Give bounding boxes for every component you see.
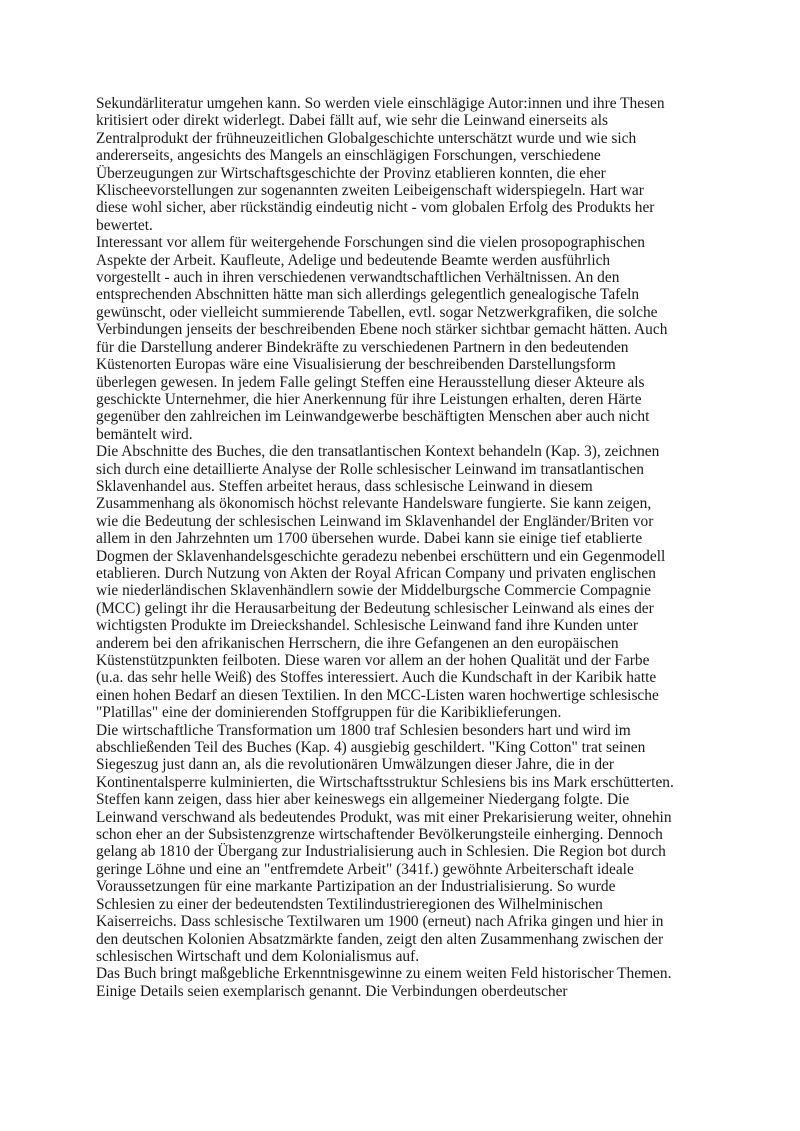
- text-line: Schlesien zu einer der bedeutendsten Textilindustrieregionen des Wilhelminischen: [96, 895, 603, 913]
- text-line: sich durch eine detaillierte Analyse der Rolle schlesischer Leinwand im transatlantischen: [96, 460, 644, 478]
- paragraph-secondary-literature: [96, 95, 708, 234]
- text-line: kritisiert oder direkt widerlegt. Dabei fällt auf, wie sehr die Leinwand einerseits als: [96, 112, 608, 130]
- text-line: geschickte Unternehmer, die hier Anerkennung für ihre Leistungen erhalten, deren Härte: [96, 390, 642, 408]
- text-line: Das Buch bringt maßgebliche Erkenntnisgewinne zu einem weiten Feld historischer Themen.: [96, 965, 672, 983]
- text-line: Küstenorten Europas wäre eine Visualisierung der beschreibenden Darstellungsform: [96, 356, 616, 374]
- text-line: einen hohen Bedarf an diesen Textilien. In den MCC-Listen waren hochwertige schlesische: [96, 686, 659, 704]
- text-line: Interessant vor allem für weitergehende Forschungen sind die vielen prosopographischen: [96, 234, 645, 252]
- text-line: gegenüber den zahlreichen im Leinwandgewerbe beschäftigten Menschen aber auch nicht: [96, 408, 650, 426]
- text-line: wie niederländischen Sklavenhändlern sowie der Middelburgsche Commercie Compagnie: [96, 582, 651, 600]
- text-line: Steffen kann zeigen, dass hier aber keineswegs ein allgemeiner Niedergang folgte. Die: [96, 791, 630, 809]
- text-line: Klischeevorstellungen zur sogenannten zweiten Leibeigenschaft widerspiegeln. Hart war: [96, 182, 644, 200]
- text-line: entsprechenden Abschnitten hätte man sich allerdings gelegentlich genealogische Tafeln: [96, 286, 640, 304]
- text-line: bewertet.: [96, 216, 153, 234]
- text-line: vorgestellt - auch in ihren verschiedenen verwandtschaftlichen Verhältnissen. An den: [96, 269, 620, 287]
- text-line: andererseits, angesichts des Mangels an einschlägigen Forschungen, verschiedene: [96, 147, 601, 165]
- text-line: wie die Bedeutung der schlesischen Leinwand im Sklavenhandel der Engländer/Briten vor: [96, 512, 654, 530]
- text-line: (MCC) gelingt ihr die Herausarbeitung der Bedeutung schlesischer Leinwand als eines der: [96, 599, 654, 617]
- text-line: Sklavenhandel aus. Steffen arbeitet heraus, dass schlesische Leinwand in diesem: [96, 477, 593, 495]
- text-line: Küstenstützpunkten feilboten. Diese waren vor allem an der hohen Qualität und der Farbe: [96, 652, 650, 669]
- text-line: Kaiserreichs. Dass schlesische Textilwaren um 1900 (erneut) nach Afrika gingen und hier in: [96, 913, 664, 931]
- text-line: Siegeszug just dann an, als die revolutionären Umwälzungen dieser Jahre, die in der: [96, 756, 614, 774]
- text-line: Sekundärliteratur umgehen kann. So werden viele einschlägige Autor:innen und ihre Thesen: [96, 95, 665, 112]
- text-line: gewünscht, oder vielleicht summierende Tabellen, evtl. sogar Netzwerkgrafiken, die solche: [96, 303, 658, 321]
- text-line: anderem bei den afrikanischen Herrschern, die ihre Gefangenen an den europäischen: [96, 634, 619, 652]
- body-text: [96, 95, 708, 1000]
- text-line: Leinwand verschwand als bedeutendes Produkt, was mit einer Prekarisierung weiter, ohnehin: [96, 808, 672, 826]
- text-line: den deutschen Kolonien Absatzmärkte fanden, zeigt den alten Zusammenhang zwischen der: [96, 930, 664, 948]
- text-line: Die wirtschaftliche Transformation um 1800 traf Schlesien besonders hart und wird im: [96, 721, 631, 739]
- text-line: bemäntelt wird.: [96, 425, 193, 443]
- text-line: Zentralprodukt der frühneuzeitlichen Globalgeschichte unterschätzt wurde und wie sich: [96, 129, 637, 147]
- text-line: überlegen gewesen. In jedem Falle gelingt Steffen eine Herausstellung dieser Akteure als: [96, 373, 645, 391]
- text-line: Voraussetzungen für eine markante Partizipation an der Industrialisierung. So wurde: [96, 878, 616, 896]
- text-line: abschließenden Teil des Buches (Kap. 4) ausgiebig geschildert. "King Cotton" trat seinen: [96, 739, 646, 757]
- text-line: für die Darstellung anderer Bindekräfte zu verschiedenen Partnern in den bedeutenden: [96, 338, 629, 356]
- text-line: allem in den Jahrzehnten um 1700 übersehen wurde. Dabei kann sie einige tief etablierte: [96, 530, 643, 548]
- text-line: Zusammenhang als ökonomisch höchst relevante Handelsware fungierte. Sie kann zeigen,: [96, 495, 652, 513]
- paragraph-transformation: [96, 722, 708, 966]
- text-line: "Platillas" eine der dominierenden Stoffgruppen für die Karibiklieferungen.: [96, 704, 562, 722]
- text-line: Die Abschnitte des Buches, die den transatlantischen Kontext behandeln (Kap. 3), zeichnen: [96, 443, 660, 461]
- text-line: Kontinentalsperre kulminierten, die Wirtschaftsstruktur Schlesiens bis ins Mark erschütterten.: [96, 773, 674, 791]
- text-line: schlesischen Wirtschaft und dem Kolonialismus auf.: [96, 947, 420, 965]
- text-line: diese wohl sicher, aber rückständig eindeutig nicht - vom globalen Erfolg des Produkts her: [96, 199, 655, 217]
- text-line: Verbindungen jenseits der beschreibenden Ebene noch stärker sichtbar gemacht hätten. Auch: [96, 321, 668, 339]
- text-line: Dogmen der Sklavenhandelsgeschichte geradezu nebenbei erschüttern und ein Gegenmodell: [96, 547, 666, 565]
- text-line: etablieren. Durch Nutzung von Akten der Royal African Company und privaten englischen: [96, 564, 656, 582]
- text-line: Aspekte der Arbeit. Kaufleute, Adelige und bedeutende Beamte werden ausführlich: [96, 251, 611, 269]
- text-line: wichtigsten Produkte im Dreieckshandel. Schlesische Leinwand fand ihre Kunden unter: [96, 617, 638, 635]
- paragraph-prosopography: [96, 234, 708, 443]
- text-line: Einige Details seien exemplarisch genannt. Die Verbindungen oberdeutscher: [96, 982, 568, 1000]
- paragraph-transatlantic: [96, 443, 708, 722]
- text-line: schon eher an der Subsistenzgrenze wirtschaftender Bevölkerungsteile einherging. Dennoch: [96, 826, 663, 844]
- text-line: (u.a. das sehr helle Weiß) des Stoffes interessiert. Auch die Kundschaft in der Karibik hatte: [96, 669, 657, 687]
- text-line: geringe Löhne und eine an "entfremdete Arbeit" (341f.) gewöhnte Arbeiterschaft ideale: [96, 860, 634, 878]
- text-line: Überzeugungen zur Wirtschaftsgeschichte der Provinz etablieren konnten, die eher: [96, 164, 606, 182]
- paragraph-conclusion: [96, 965, 708, 1000]
- text-line: gelang ab 1810 der Übergang zur Industrialisierung auch in Schlesien. Die Region bot durch: [96, 843, 666, 861]
